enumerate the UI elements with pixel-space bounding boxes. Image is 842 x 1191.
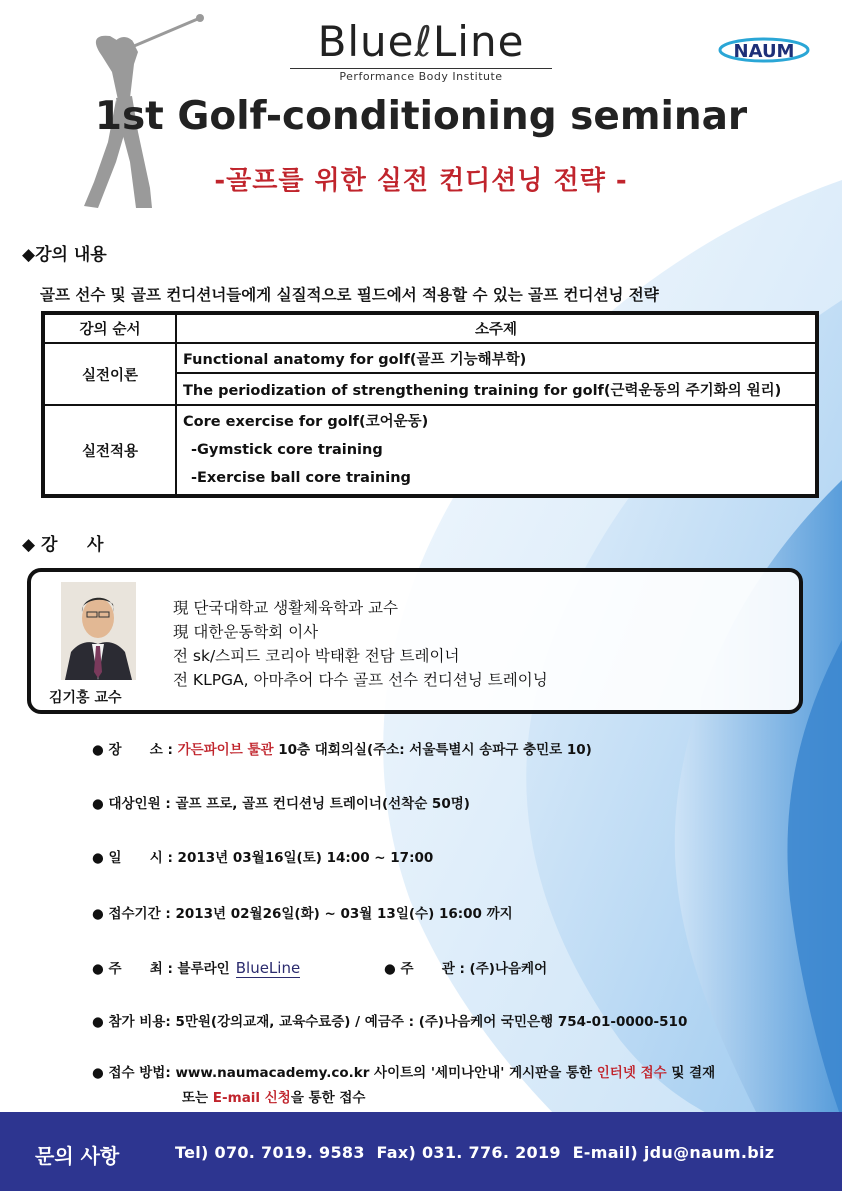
logo-wordmark: BlueℓLine <box>317 17 525 66</box>
table-topic: -Gymstick core training <box>191 442 383 458</box>
info-apply-highlight: E-mail 신청 <box>212 1090 291 1106</box>
info-date: ● 일 시 : 2013년 03월16일(토) 14:00 ~ 17:00 <box>92 850 434 866</box>
blueline-mini-logo: BlueLine <box>235 959 301 977</box>
table-topic: The periodization of strengthening training for golf(근력운동의 주기화의 원리) <box>176 373 816 405</box>
page-subtitle: -골프를 위한 실전 컨디션닝 전략 - <box>214 166 628 196</box>
info-fee: ● 참가 비용: 5만원(강의교재, 교육수료증) / 예금주 : (주)나음케어 국민은행 754-01-0000-510 <box>92 1014 688 1030</box>
table-category: 실전이론 <box>44 343 176 405</box>
blueline-logo <box>290 18 552 83</box>
table-category: 실전적용 <box>44 405 176 495</box>
table-topic-cell <box>176 405 816 495</box>
instructor-credential: 전 sk/스피드 코리아 박태환 전담 트레이너 <box>173 647 460 665</box>
table-topic: Functional anatomy for golf(골프 기능해부학) <box>176 343 816 373</box>
footer-contact-bar <box>0 1112 842 1191</box>
curriculum-table <box>41 311 819 498</box>
instructor-credential: 現 대한운동학회 이사 <box>173 623 319 641</box>
table-topic: Core exercise for golf(코어운동) <box>183 414 429 430</box>
page-title: 1st Golf-conditioning seminar <box>94 94 748 139</box>
naum-logo <box>716 30 812 70</box>
info-target: ● 대상인원 : 골프 프로, 골프 컨디션닝 트레이너(선착순 50명) <box>92 796 470 812</box>
footer-contact-info: Tel) 070. 7019. 9583 Fax) 031. 776. 2019 E-mail) jdu@naum.biz <box>175 1143 775 1162</box>
table-row <box>44 343 816 373</box>
info-apply-text: ● 접수 방법: www.naumacademy.co.kr 사이트의 '세미나안내' 게시판을 통한 <box>92 1065 597 1081</box>
content-heading: ◆강의 내용 <box>22 245 107 265</box>
info-host <box>92 957 306 978</box>
info-apply-line2 <box>182 1086 365 1106</box>
info-apply-text: 및 결재 <box>666 1065 716 1081</box>
info-place-highlight: 가든파이브 툴관 <box>177 742 274 758</box>
info-place <box>92 738 592 758</box>
info-organizer: ● 주 관 : (주)나음케어 <box>384 961 548 977</box>
info-place-label: ● 장 소 : <box>92 742 178 758</box>
instructor-name: 김기홍 교수 <box>49 690 122 706</box>
info-apply <box>92 1061 715 1081</box>
info-place-detail: 10층 대회의실(주소: 서울특별시 송파구 충민로 10) <box>273 742 592 758</box>
logo-tagline: Performance Body Institute <box>290 68 552 83</box>
naum-logo-text: NAUM <box>733 41 795 62</box>
table-header-topic: 소주제 <box>176 314 816 343</box>
logo-word-line: Line <box>432 17 525 66</box>
footer-label: 문의 사항 <box>35 1144 120 1168</box>
content-description: 골프 선수 및 골프 컨디션너들에게 실질적으로 필드에서 적용할 수 있는 골프 컨디션닝 전략 <box>40 286 659 304</box>
instructor-credential: 現 단국대학교 생활체육학과 교수 <box>173 599 398 617</box>
instructor-box <box>27 568 803 714</box>
instructor-credential: 전 KLPGA, 아마추어 다수 골프 선수 컨디션닝 트레이닝 <box>173 671 548 689</box>
info-apply-highlight: 인터넷 접수 <box>596 1065 667 1081</box>
table-header-row <box>44 314 816 343</box>
info-apply-text: 또는 <box>182 1090 213 1106</box>
table-row <box>44 405 816 495</box>
instructor-photo <box>61 582 136 680</box>
instructor-heading: ◆ 강 사 <box>22 535 104 555</box>
table-header-order: 강의 순서 <box>44 314 176 343</box>
info-apply-text: 을 통한 접수 <box>290 1090 366 1106</box>
logo-word-blue: Blue <box>317 17 415 66</box>
info-host-label: ● 주 최 : 블루라인 <box>92 961 230 977</box>
table-topic: -Exercise ball core training <box>191 470 411 486</box>
info-registration-period: ● 접수기간 : 2013년 02월26일(화) ~ 03월 13일(수) 16:00 까지 <box>92 906 513 922</box>
